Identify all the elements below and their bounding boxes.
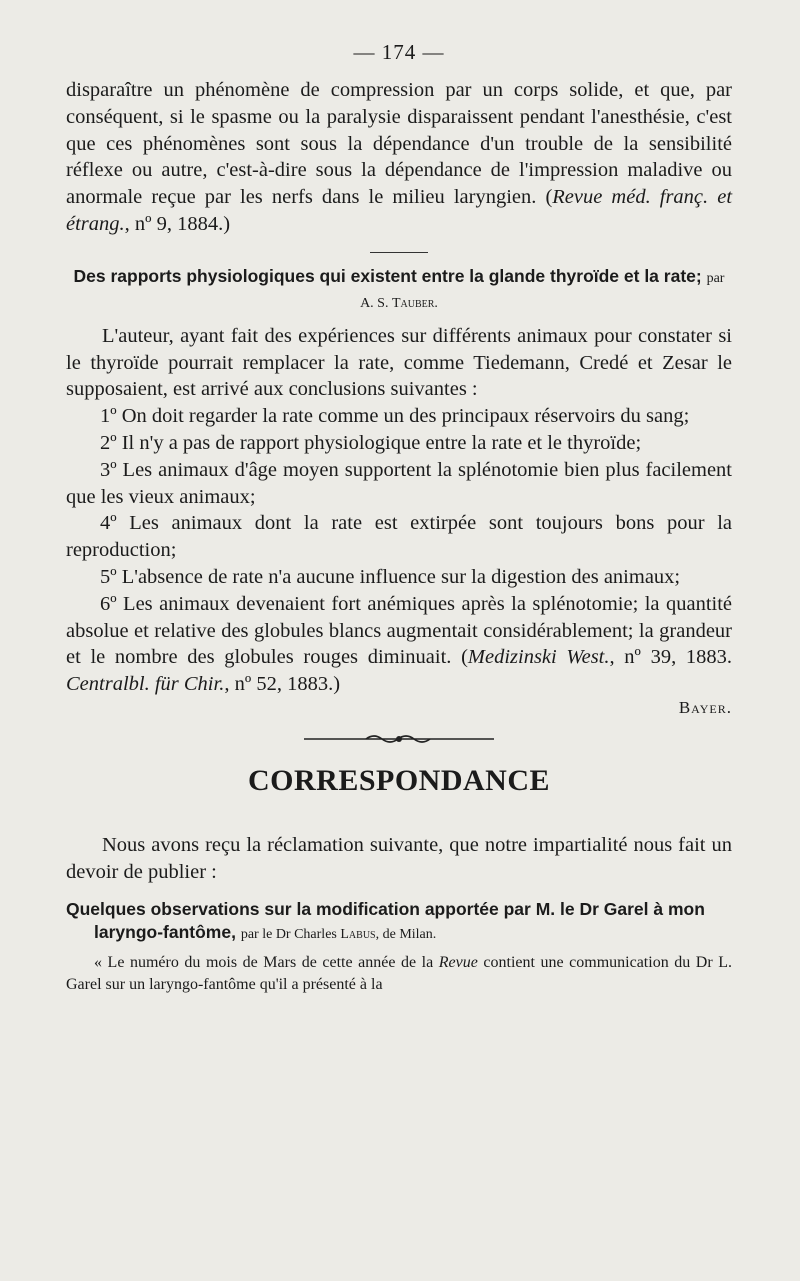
- conclusion-item-4: 4º Les animaux dont la rate est extirpée sont toujours bons pour la reproduction;: [66, 512, 732, 562]
- conclusion-item-5: 5º L'absence de rate n'a aucune influence sur la digestion des animaux;: [100, 565, 681, 588]
- conclusion-item-2: 2º Il n'y a pas de rapport physiologique entre la rate et le thyroïde;: [100, 431, 642, 454]
- journal-name: Revue: [438, 953, 478, 971]
- page-number: — 174 —: [353, 40, 445, 64]
- letter-byline: par le Dr Charles Labus, de Milan.: [240, 926, 437, 942]
- journal-name: Centralbl. für Chir.: [66, 673, 225, 696]
- article-title-text: Des rapports physiologiques qui existent entre la glande thyroïde et la rate;: [73, 265, 702, 286]
- article-author: Tauber.: [391, 295, 438, 311]
- article-title: [66, 265, 732, 315]
- continuation-text: disparaître un phénomène de compression par un corps solide, et que, par conséquent, si le spasme ou la paralysie disparaissent pendant l'anesthésie, c'est que ces phénomènes sont sous la dépendance d'un trouble de la sensibilité réflexe ou autre, c'est-à-dire sous la dépendance de l'impression maladive ou anormale reçue par les nerfs dans le milieu laryngien.: [66, 79, 732, 209]
- conclusion-item-6: 6º Les animaux devenaient fort anémiques après la splénotomie; la quantité absolue et relative des globules blancs augmentait considérablement; la grandeur et le nombre des globules rouges diminuait. (Medizinski West., nº 39, 1883. Centralbl. für Chir., nº 52, 1883.): [66, 592, 733, 696]
- letter-title: [66, 898, 732, 946]
- ornament-divider: [304, 732, 494, 746]
- correspondance-intro: Nous avons reçu la réclamation suivante, que notre impartialité nous fait un devoir de publier :: [66, 833, 732, 883]
- conclusion-item-3: 3º Les animaux d'âge moyen supportent la splénotomie bien plus facilement que les vieux animaux;: [66, 458, 732, 508]
- short-separator: [370, 252, 428, 253]
- journal-name: Medizinski West.: [467, 646, 610, 669]
- continuation-paragraph: [66, 77, 732, 238]
- page: [66, 40, 732, 996]
- conclusion-item-1: 1º On doit regarder la rate comme un des principaux réservoirs du sang;: [100, 405, 690, 428]
- journal-name: Revue méd. franç. et étrang.: [66, 186, 733, 235]
- signature: Bayer.: [678, 697, 732, 717]
- letter-quote: « Le numéro du mois de Mars de cette année de la Revue contient une communication du Dr L. Garel sur un laryngo-fantôme qu'il a présenté à la: [66, 953, 733, 993]
- article-intro: L'auteur, ayant fait des expériences sur différents animaux pour constater si le thyroïde pourrait remplacer la rate, comme Tiedemann, Credé et Zesar le supposaient, est arrivé aux conclusions suivantes :: [66, 324, 732, 401]
- article-byline: par A. S. Tauber.: [360, 270, 725, 311]
- letter-author: Labus: [340, 926, 376, 942]
- letter-title-text: Quelques observations sur la modification apportée par M. le Dr Garel à mon laryngo-fantôme,: [66, 898, 705, 942]
- section-heading: CORRESPONDANCE: [247, 763, 551, 797]
- continuation-reference: (Revue méd. franç. et étrang., nº 9, 1884.): [66, 186, 733, 235]
